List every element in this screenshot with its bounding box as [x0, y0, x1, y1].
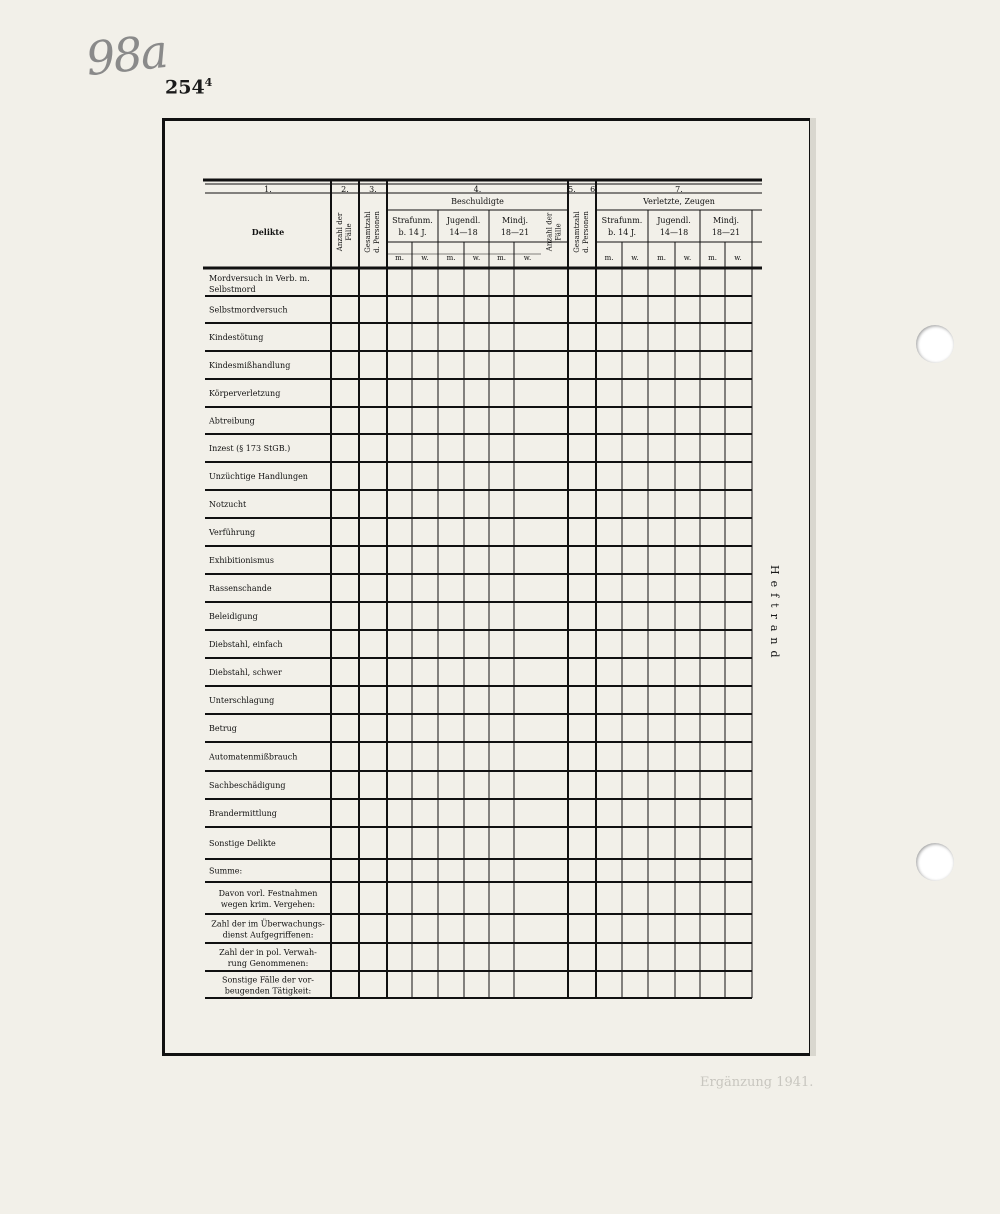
group-label: Jugendl.	[657, 216, 691, 225]
column-number: 4.	[473, 185, 482, 194]
group-label: 18—21	[711, 228, 741, 237]
rotated-header: Anzahl der	[336, 212, 344, 252]
row-label: Diebstahl, einfach	[209, 640, 283, 649]
sex-label: w.	[683, 254, 692, 262]
column-number: 2.	[341, 185, 349, 194]
row-label: Automatenmißbrauch	[209, 752, 298, 762]
rotated-header: Anzahl der	[545, 212, 554, 252]
row-label: Betrug	[209, 724, 237, 733]
sex-label: w.	[421, 254, 429, 262]
row-label: Unterschlagung	[209, 696, 275, 705]
margin-label: Heftrand	[768, 565, 781, 664]
sex-label: m.	[657, 254, 666, 262]
group-label: 18—21	[500, 228, 530, 237]
sex-label: m.	[395, 254, 404, 262]
handwritten-number: 98a	[83, 23, 169, 87]
row-label: Kindestötung	[209, 333, 264, 342]
row-label: Zahl der in pol. Verwah-	[219, 948, 317, 957]
row-label: Sachbeschädigung	[209, 781, 286, 790]
page-number: $254^4$	[165, 76, 213, 99]
row-label: Sonstige Fälle der vor-	[222, 975, 314, 985]
column-number: 3.	[369, 185, 377, 194]
sex-label: m.	[708, 254, 717, 262]
row-label: Rassenschande	[209, 584, 272, 593]
row-label: dienst Aufgegriffenen:	[222, 930, 314, 940]
group-label: Strafunm.	[601, 216, 643, 225]
row-label: Selbstmord	[209, 285, 256, 294]
rotated-header: Fälle	[345, 223, 353, 241]
row-label: Verführung	[209, 528, 256, 537]
sex-label: w.	[523, 254, 532, 262]
rotated-header: Gesamtzahl	[364, 211, 372, 253]
row-label: Brandermittlung	[209, 809, 277, 818]
rotated-header: Fälle	[554, 223, 563, 241]
row-label: Notzucht	[209, 500, 247, 509]
row-label: beugenden Tätigkeit:	[224, 986, 312, 996]
group-label: Strafunm.	[392, 216, 433, 225]
row-label: Körperverletzung	[209, 389, 281, 398]
sex-label: w.	[631, 254, 639, 262]
row-label: Abtreibung	[209, 416, 255, 426]
row-label: Zahl der im Überwachungs-	[211, 919, 325, 929]
column-number: 7.	[675, 185, 683, 194]
rotated-header: d. Personen	[373, 211, 381, 253]
row-label: Unzüchtige Handlungen	[209, 472, 308, 481]
row-label: Beleidigung	[209, 612, 258, 621]
supplement-note: Ergänzung 1941.	[700, 1075, 814, 1090]
sex-label: w.	[472, 254, 481, 262]
rotated-header: Gesamtzahl	[573, 211, 581, 253]
group-label: 14—18	[659, 228, 689, 237]
column-number: 1.	[264, 185, 272, 194]
group-label: Jugendl.	[446, 216, 481, 225]
row-label: Davon vorl. Festnahmen	[218, 889, 318, 898]
sex-label: m.	[604, 254, 614, 262]
delikte-header: Delikte	[251, 227, 285, 237]
row-label: Selbstmordversuch	[209, 305, 288, 315]
row-label: Summe:	[209, 866, 243, 876]
group-label: b. 14 J.	[398, 228, 427, 237]
sex-label: m.	[446, 254, 456, 262]
column-number: 5.	[568, 185, 576, 194]
rotated-header: d. Personen	[582, 211, 590, 253]
group-label: 14—18	[449, 228, 478, 237]
group-label: Mindj.	[712, 216, 740, 225]
row-label: Mordversuch in Verb. m.	[209, 274, 310, 283]
beschuldigte-header: Beschuldigte	[451, 197, 504, 206]
group-label: b. 14 J.	[607, 228, 637, 237]
row-label: rung Genommenen:	[227, 959, 309, 968]
row-label: wegen krim. Vergehen:	[220, 900, 316, 909]
sex-label: w.	[734, 254, 742, 262]
row-label: Sonstige Delikte	[209, 839, 276, 848]
group-label: Mindj.	[501, 216, 529, 225]
row-label: Kindesmißhandlung	[209, 361, 291, 370]
row-label: Diebstahl, schwer	[209, 668, 282, 677]
verletzte-header: Verletzte, Zeugen	[643, 197, 715, 206]
row-label: Inzest (§ 173 StGB.)	[209, 444, 291, 453]
sex-label: m.	[497, 254, 506, 262]
column-number: 6.	[590, 185, 598, 194]
row-label: Exhibitionismus	[209, 556, 274, 565]
